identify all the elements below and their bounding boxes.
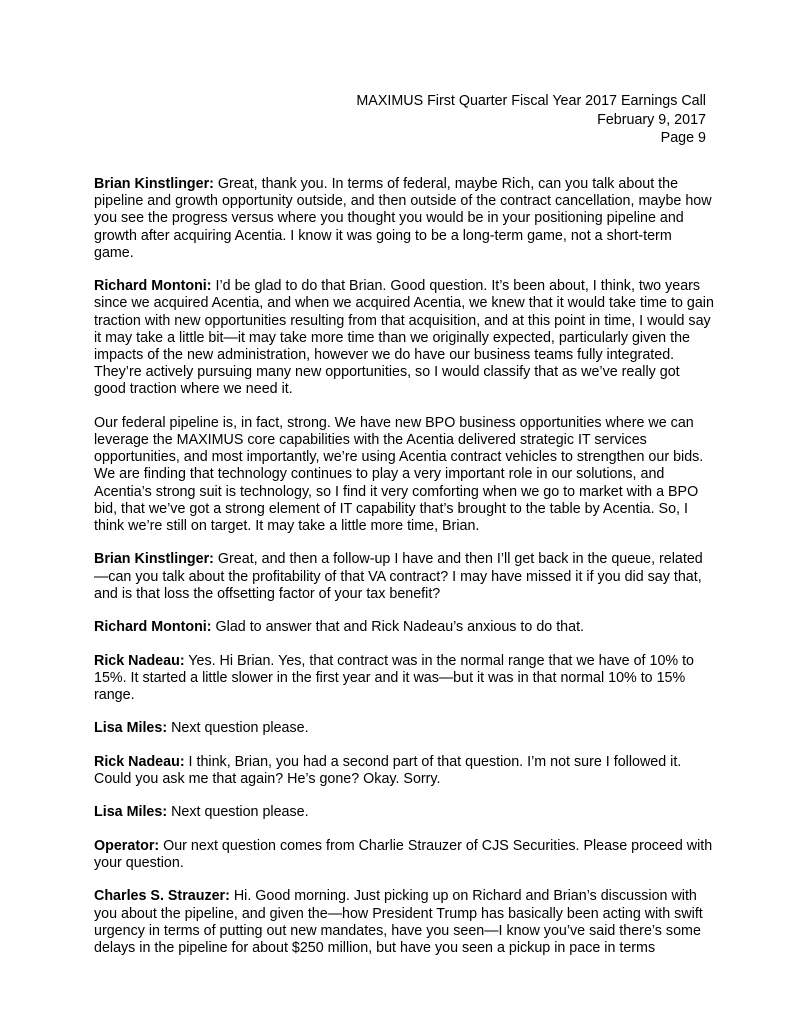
speech-text: I’d be glad to do that Brian. Good question. It’s been about, I think, two years since we acquired Acentia, and when we acquired Acentia, we knew that it would take time to gain traction with new opportunities resulting from that acquisition, and at this point in time, I would say it may take a little bit—it may take more time than we originally expected, particularly given the impacts of the new administration, however we do have our business teams fully integrated. They’re actively pursuing many new opportunities, so I would classify that as we’ve really got good traction where we need it. [94,278,714,398]
speech-text: Great, and then a follow-up I have and then I’ll get back in the queue, related—can you talk about the profitability of that VA contract? I may have missed it if you did say that, and is that loss the offsetting factor of your tax benefit? [94,551,703,602]
speaker-name: Operator: [94,837,160,854]
speaker-name: Charles S. Strauzer: [94,888,230,905]
speech-text: Yes. Hi Brian. Yes, that contract was in the normal range that we have of 10% to 15%. It started a little slower in the first year and it was—but it was in that normal 10% to 15% range. [94,652,695,704]
speech-text: I think, Brian, you had a second part of that question. I’m not sure I followed it. Could you ask me that again? He’s gone? Okay. Sorry. [94,753,682,787]
transcript-paragraph [94,754,714,788]
speaker-name: Lisa Miles: [94,804,168,821]
transcript-paragraph [94,551,714,603]
speech-text: Glad to answer that and Rick Nadeau’s anxious to do that. [211,619,585,636]
document-date: February 9, 2017 [597,111,706,128]
speech-text: Our federal pipeline is, in fact, strong. We have new BPO business opportunities where we can leverage the MAXIMUS core capabilities with the Acentia delivered strategic IT services opportunities, and most importantly, we’re using Acentia contract vehicles to strengthen our bids. We are finding that technology continues to play a very important role in our solutions, and Acentia’s strong suit is technology, so I find it very comforting when we go to market with a BPO bid, that we’ve got a strong element of IT capability that’s brought to the table by Acentia. So, I think we’re still on target. It may take a little more time, Brian. [94,414,704,535]
transcript-paragraph [94,176,714,262]
page-header [356,92,706,148]
speech-text: Next question please. [167,804,309,821]
transcript-paragraph [94,415,714,535]
speaker-name: Rick Nadeau: [94,652,185,669]
transcript-body [94,176,714,973]
transcript-paragraph [94,888,714,957]
transcript-paragraph [94,278,714,398]
speaker-name: Richard Montoni: [94,619,212,636]
speech-text: Hi. Good morning. Just picking up on Richard and Brian’s discussion with you about the pipeline, and given the—how President Trump has basically been acting with swift urgency in terms of putting out new mandates, have you seen—I know you’ve said there’s some delays in the pipeline for about $250 million, but have you seen a pickup in pace in terms [94,888,703,956]
speech-text: Next question please. [167,720,309,737]
speaker-name: Lisa Miles: [94,720,168,737]
speech-text: Our next question comes from Charlie Strauzer of CJS Securities. Please proceed with your question. [94,837,713,871]
document-title: MAXIMUS First Quarter Fiscal Year 2017 Earnings Call [356,93,706,109]
speech-text: Great, thank you. In terms of federal, maybe Rich, can you talk about the pipeline and growth opportunity outside, and then outside of the contract cancellation, maybe how you see the progress versus where you thought you would be in your positioning pipeline and growth after acquiring Acentia. I know it was going to be a long-term game, not a short-term game. [94,176,712,261]
transcript-paragraph [94,838,714,872]
page-number: Page 9 [660,130,706,146]
transcript-paragraph [94,653,714,705]
transcript-paragraph [94,804,714,821]
speaker-name: Brian Kinstlinger: [94,176,214,192]
speaker-name: Richard Montoni: [94,278,212,295]
transcript-paragraph [94,720,714,737]
speaker-name: Brian Kinstlinger: [94,551,214,568]
transcript-paragraph [94,619,714,636]
speaker-name: Rick Nadeau: [94,753,185,770]
